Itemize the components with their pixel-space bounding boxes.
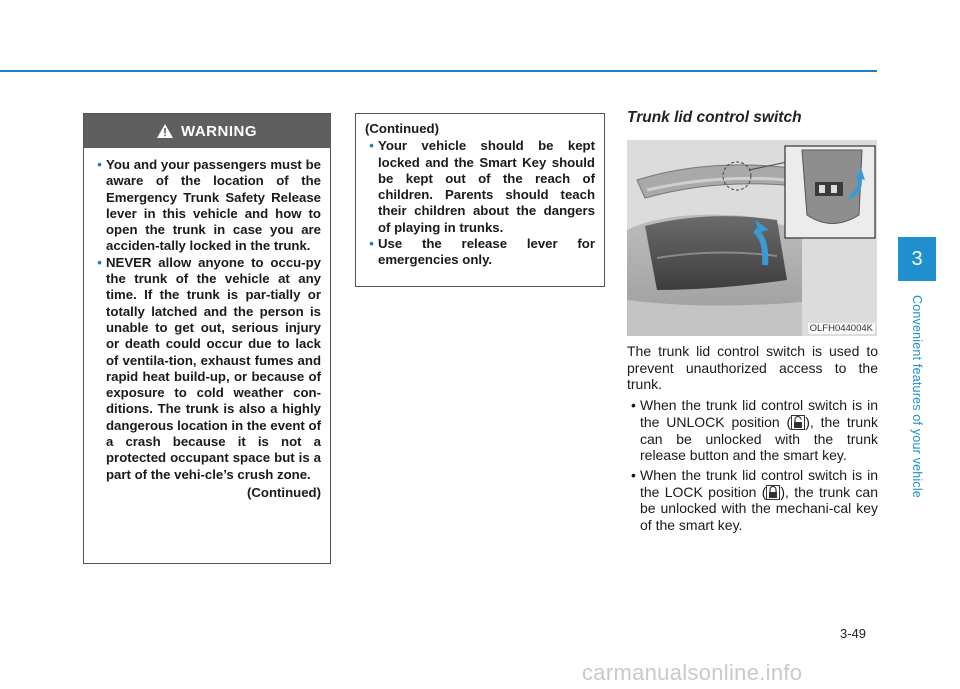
bullet-icon: • xyxy=(631,397,636,414)
section-title: Trunk lid control switch xyxy=(627,109,802,126)
warning-item xyxy=(365,138,595,236)
warning-header xyxy=(84,114,330,148)
figure-code: OLFH044004K xyxy=(809,323,873,334)
list-item xyxy=(627,467,878,534)
warning-item-text: Your vehicle should be kept locked and the Smart Key should be kept out of the reach of children. Parents should teach their children about the dangers of playing in trunks. xyxy=(378,138,595,235)
continued-label: (Continued) xyxy=(247,484,321,500)
intro-paragraph: The trunk lid control switch is used to prevent unauthorized access to the trunk. xyxy=(627,343,878,393)
watermark: carmanualsonline.info xyxy=(582,660,803,685)
section-body xyxy=(627,343,878,534)
list-item-text: When the trunk lid control switch is in the UNLOCK position ( xyxy=(640,397,878,430)
chapter-label-text: Convenient features of your vehicle xyxy=(910,295,924,498)
warning-item xyxy=(93,255,321,483)
trunk-illustration xyxy=(627,140,877,336)
page-number: 3-49 xyxy=(840,626,867,641)
warning-box xyxy=(83,113,331,564)
chapter-tab: 3 xyxy=(898,237,936,281)
warning-item xyxy=(93,157,321,255)
bullet-icon: • xyxy=(369,236,374,252)
bullet-icon: • xyxy=(369,138,374,154)
warning-item-text: You and your passengers must be aware of the location of the Emergency Trunk Safety Release lever in this vehicle and how to open the trunk in case you are acciden-tally locked in the trunk. xyxy=(106,157,321,254)
list-item-text: ), the trunk can be unlocked with the trunk release button and the smart key. xyxy=(640,413,878,464)
list-item-text: ), the trunk can be unlocked with the mechani-cal key of the smart key. xyxy=(640,483,878,534)
unlock-icon xyxy=(791,415,805,430)
warning-item-text: NEVER allow anyone to occu-py the trunk of the vehicle at any time. If the trunk is par-tially or totally latched and the person is unable to get out, serious injury or death could occur due to lack of ventila-tion, exhaust fumes and rapid heat build-up, or because of exposure to cold weather con-ditions. The trunk is also a highly dangerous location in the event of a crash because it is not a protected occupant space but is a part of the vehi-cle’s crush zone. xyxy=(106,254,321,482)
bullet-icon: • xyxy=(631,466,636,483)
continued-title: (Continued) xyxy=(365,121,439,136)
bullet-icon: • xyxy=(97,254,102,270)
warning-item xyxy=(365,236,595,269)
continued-warning-box xyxy=(355,113,605,287)
chapter-label xyxy=(897,295,937,498)
warning-item-text: Use the release lever for emergencies only. xyxy=(378,236,595,268)
bullet-icon: • xyxy=(97,157,102,172)
warning-triangle-icon xyxy=(157,124,173,138)
warning-title: WARNING xyxy=(181,122,257,140)
list-item-text: When the trunk lid control switch is in the LOCK position ( xyxy=(640,466,878,500)
list-item xyxy=(627,397,878,464)
lock-icon xyxy=(766,485,780,500)
header-rule xyxy=(0,70,877,72)
trunk-drawing-icon xyxy=(627,140,877,336)
